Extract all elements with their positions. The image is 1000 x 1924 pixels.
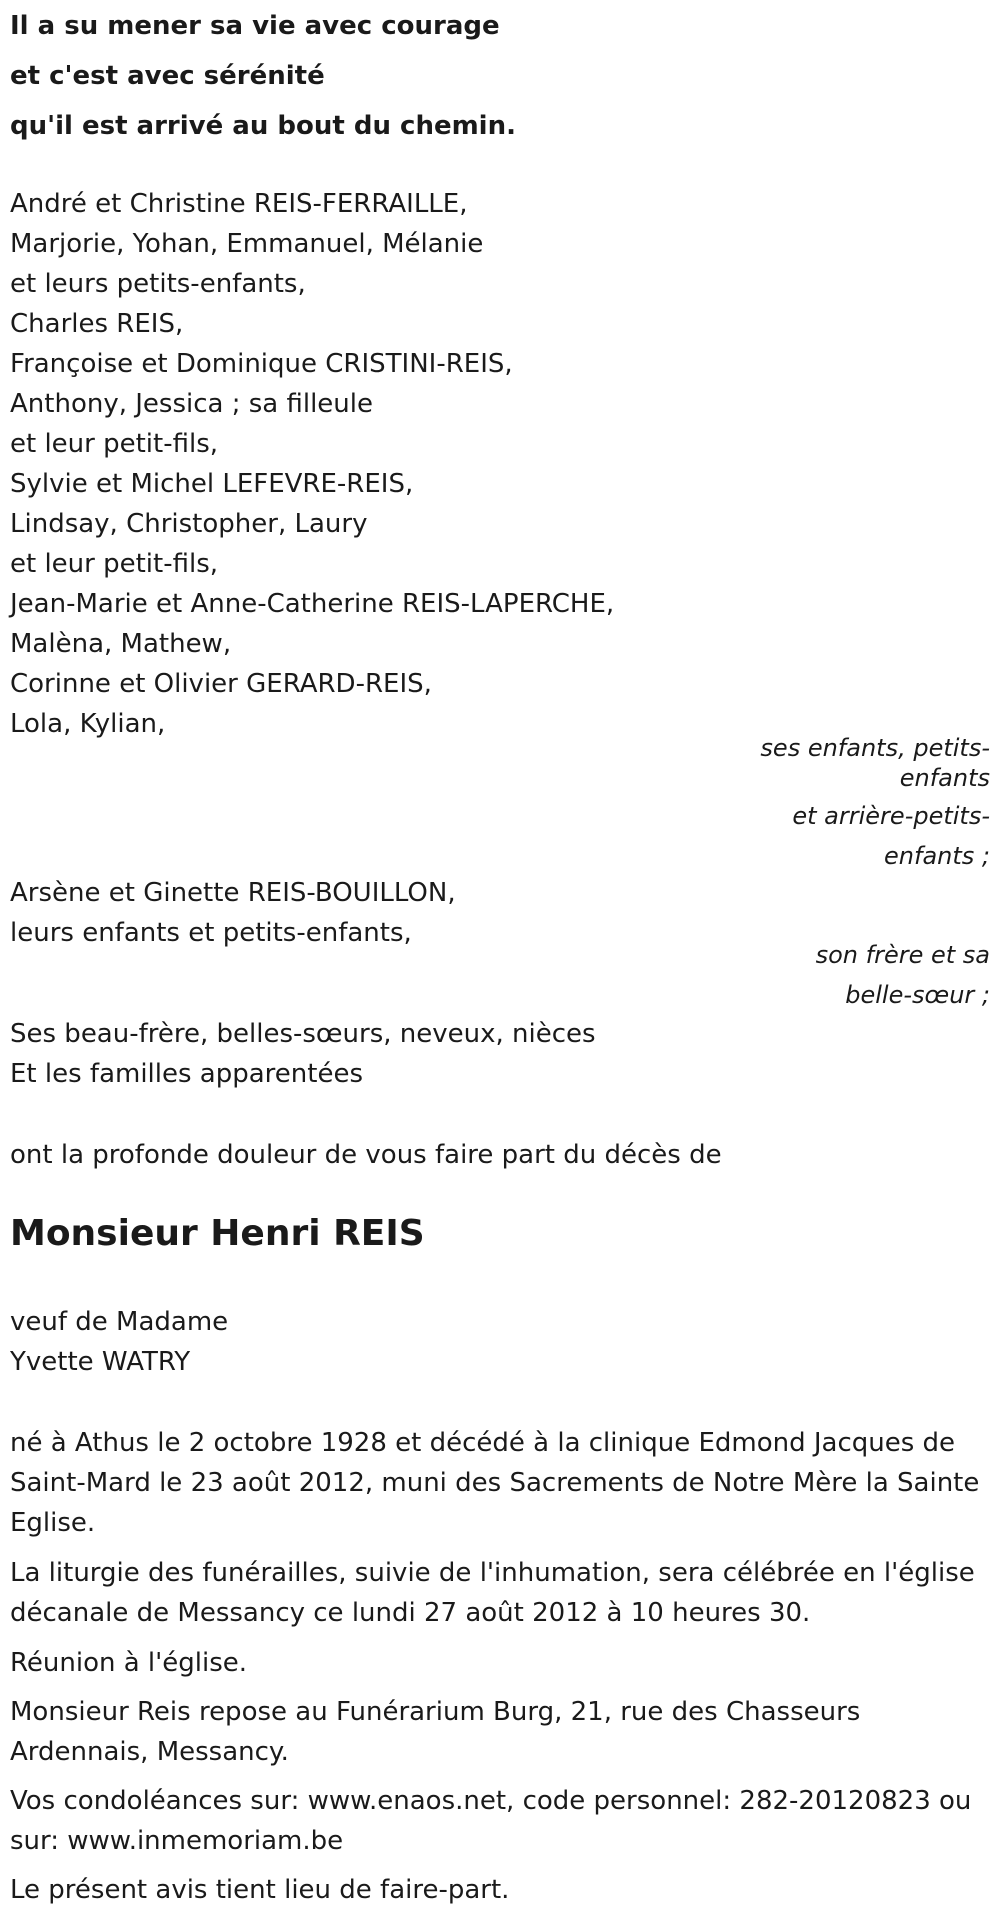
- family-member: Corinne et Olivier GERARD-REIS,: [10, 669, 432, 699]
- family-member: Lindsay, Christopher, Laury: [10, 509, 368, 539]
- intro-verse: [10, 1, 990, 151]
- family-member: et leur petit-fils,: [10, 549, 219, 579]
- widower-line: Yvette WATRY: [10, 1347, 191, 1377]
- funeral-details: La liturgie des funérailles, suivie de l'inhumation, sera célébrée en l'église décanale de Messancy ce lundi 27 août 2012 à 10 heures 30.: [10, 1558, 975, 1628]
- announcement-text: ont la profonde douleur de vous faire part du décès de: [10, 1140, 722, 1170]
- relation-text: son frère et sa: [815, 941, 990, 969]
- intro-line: Il a su mener sa vie avec courage: [10, 11, 500, 41]
- relation-sibling: [816, 935, 990, 1015]
- announcement: [10, 1135, 990, 1175]
- family-member: et leur petit-fils,: [10, 429, 219, 459]
- deceased-name: Monsieur Henri REIS: [10, 1213, 425, 1254]
- family-member: leurs enfants et petits-enfants,: [10, 918, 412, 948]
- notice-details: Le présent avis tient lieu de faire-part.: [10, 1875, 510, 1905]
- family-member: Sylvie et Michel LEFEVRE-REIS,: [10, 469, 414, 499]
- relation-text: et arrière-petits-: [792, 802, 990, 830]
- relation-text: enfants: [899, 764, 990, 792]
- family-member: Jean-Marie et Anne-Catherine REIS-LAPERCHE,: [10, 589, 615, 619]
- family-member: André et Christine REIS-FERRAILLE,: [10, 189, 468, 219]
- extended-family: [10, 1014, 990, 1094]
- intro-line: qu'il est arrivé au bout du chemin.: [10, 111, 516, 141]
- condolences-details: Vos condoléances sur: www.enaos.net, code personnel: 282-20120823 ou sur: www.inmemoriam.be: [10, 1786, 972, 1856]
- family-member: Malèna, Mathew,: [10, 629, 232, 659]
- family-member: Charles REIS,: [10, 309, 184, 339]
- birth-death-details: né à Athus le 2 octobre 1928 et décédé à la clinique Edmond Jacques de Saint-Mard le 23 août 2012, muni des Sacrements de Notre Mère la Sainte Eglise.: [10, 1428, 980, 1538]
- widower-line: veuf de Madame: [10, 1307, 229, 1337]
- funerarium-details: Monsieur Reis repose au Funérarium Burg, 21, rue des Chasseurs Ardennais, Messancy.: [10, 1697, 861, 1767]
- family-member: Anthony, Jessica ; sa filleule: [10, 389, 373, 419]
- intro-line: et c'est avec sérénité: [10, 61, 325, 91]
- relation-children: [760, 733, 990, 793]
- family-member: Lola, Kylian,: [10, 709, 166, 739]
- family-member: Marjorie, Yohan, Emmanuel, Mélanie: [10, 229, 484, 259]
- relation-text: enfants ;: [884, 842, 990, 870]
- relation-text: ses enfants, petits-: [760, 734, 990, 762]
- family-member: et leurs petits-enfants,: [10, 269, 306, 299]
- family-member: Et les familles apparentées: [10, 1059, 364, 1089]
- family-member: Arsène et Ginette REIS-BOUILLON,: [10, 878, 456, 908]
- meeting-details: Réunion à l'église.: [10, 1648, 248, 1678]
- family-list: [10, 184, 990, 744]
- family-member: Françoise et Dominique CRISTINI-REIS,: [10, 349, 513, 379]
- family-member: Ses beau-frère, belles-sœurs, neveux, nièces: [10, 1019, 596, 1049]
- relation-grandchildren: [792, 796, 990, 876]
- relation-text: belle-sœur ;: [845, 981, 990, 1009]
- widower-info: [10, 1302, 990, 1382]
